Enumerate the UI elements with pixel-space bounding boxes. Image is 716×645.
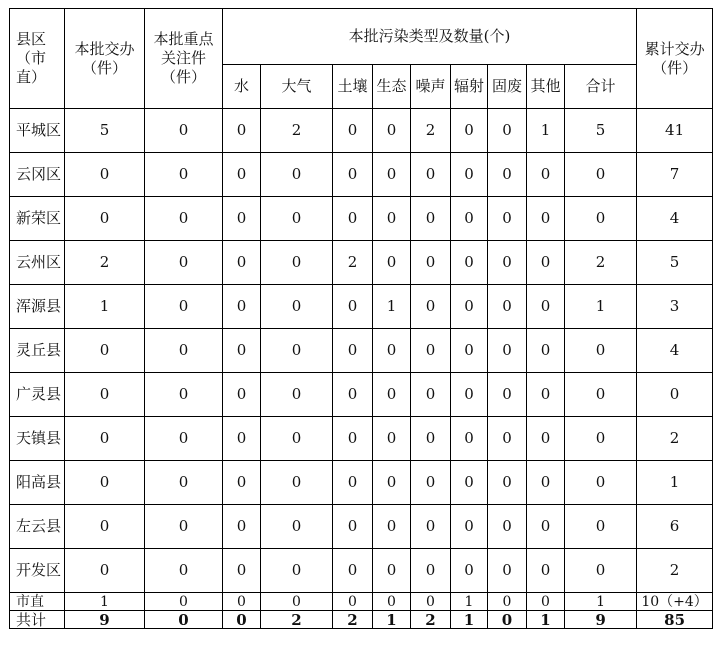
table-cell: 0 xyxy=(527,373,565,417)
table-cell: 0 xyxy=(488,241,527,285)
table-cell: 0 xyxy=(373,373,411,417)
table-cell: 0 xyxy=(488,505,527,549)
table-cell: 0 xyxy=(527,593,565,611)
total-cell: 0 xyxy=(145,611,223,629)
table-cell: 0 xyxy=(65,417,145,461)
table-cell: 0 xyxy=(527,241,565,285)
total-cell: 2 xyxy=(261,611,333,629)
table-cell: 0 xyxy=(145,285,223,329)
header-type-0: 水 xyxy=(223,65,261,109)
table-cell: 0 xyxy=(527,329,565,373)
table-cell: 0 xyxy=(223,373,261,417)
table-cell: 0 xyxy=(223,593,261,611)
header-batch-assigned: 本批交办（件） xyxy=(65,9,145,109)
table-cell: 0 xyxy=(411,505,451,549)
table-cell: 0 xyxy=(488,153,527,197)
table-cell: 2 xyxy=(65,241,145,285)
district-name: 灵丘县 xyxy=(10,329,65,373)
table-cell: 0 xyxy=(411,197,451,241)
table-row xyxy=(10,549,713,593)
table-cell: 0 xyxy=(451,461,488,505)
table-cell: 0 xyxy=(223,505,261,549)
header-district: 县区（市直） xyxy=(10,9,65,109)
table-cell: 0 xyxy=(261,329,333,373)
table-cell: 0 xyxy=(333,461,373,505)
table-cell: 0 xyxy=(333,549,373,593)
table-cell: 2 xyxy=(637,417,713,461)
table-cell: 1 xyxy=(565,593,637,611)
table-cell: 0 xyxy=(333,197,373,241)
table-cell: 41 xyxy=(637,109,713,153)
district-name: 天镇县 xyxy=(10,417,65,461)
total-cell: 1 xyxy=(373,611,411,629)
table-cell: 0 xyxy=(527,549,565,593)
table-cell: 0 xyxy=(261,461,333,505)
table-cell: 0 xyxy=(65,197,145,241)
table-cell: 0 xyxy=(373,461,411,505)
table-cell: 0 xyxy=(411,153,451,197)
table-cell: 0 xyxy=(333,285,373,329)
table-cell: 1 xyxy=(637,461,713,505)
table-cell: 2 xyxy=(637,549,713,593)
total-cell: 2 xyxy=(333,611,373,629)
table-row xyxy=(10,153,713,197)
table-cell: 0 xyxy=(373,241,411,285)
table-cell: 0 xyxy=(565,505,637,549)
district-name: 云州区 xyxy=(10,241,65,285)
table-cell: 0 xyxy=(565,329,637,373)
table-cell: 2 xyxy=(261,109,333,153)
table-cell: 0 xyxy=(373,593,411,611)
table-cell: 0 xyxy=(451,153,488,197)
table-cell: 0 xyxy=(223,329,261,373)
table-cell: 0 xyxy=(145,109,223,153)
table-row xyxy=(10,197,713,241)
table-cell: 0 xyxy=(145,329,223,373)
table-row xyxy=(10,285,713,329)
table-cell: 0 xyxy=(411,417,451,461)
table-cell: 0 xyxy=(261,373,333,417)
table-cell: 0 xyxy=(261,197,333,241)
table-cell: 0 xyxy=(261,285,333,329)
table-cell: 0 xyxy=(411,329,451,373)
total-cell: 9 xyxy=(65,611,145,629)
table-row xyxy=(10,593,713,611)
table-cell: 0 xyxy=(488,373,527,417)
table-cell: 0 xyxy=(333,153,373,197)
table-cell: 0 xyxy=(451,373,488,417)
table-cell: 0 xyxy=(261,505,333,549)
table-cell: 1 xyxy=(65,285,145,329)
district-name: 阳高县 xyxy=(10,461,65,505)
table-cell: 0 xyxy=(65,373,145,417)
table-cell: 7 xyxy=(637,153,713,197)
table-cell: 0 xyxy=(333,505,373,549)
table-cell: 0 xyxy=(333,109,373,153)
table-cell: 0 xyxy=(223,461,261,505)
district-name: 新荣区 xyxy=(10,197,65,241)
table-cell: 0 xyxy=(65,153,145,197)
table-cell: 6 xyxy=(637,505,713,549)
header-type-1: 大气 xyxy=(261,65,333,109)
table-cell: 0 xyxy=(488,109,527,153)
table-cell: 0 xyxy=(565,417,637,461)
table-cell: 0 xyxy=(488,197,527,241)
table-row xyxy=(10,461,713,505)
table-cell: 0 xyxy=(223,417,261,461)
total-cell: 0 xyxy=(488,611,527,629)
table-cell: 0 xyxy=(488,461,527,505)
header-batch-key: 本批重点关注件（件） xyxy=(145,9,223,109)
table-cell: 0 xyxy=(637,373,713,417)
table-cell: 0 xyxy=(223,153,261,197)
table-cell: 0 xyxy=(333,593,373,611)
header-type-4: 噪声 xyxy=(411,65,451,109)
district-name: 市直 xyxy=(10,593,65,611)
table-cell: 0 xyxy=(565,153,637,197)
table-row xyxy=(10,505,713,549)
table-row xyxy=(10,241,713,285)
table-cell: 0 xyxy=(223,197,261,241)
table-cell: 0 xyxy=(65,549,145,593)
table-cell: 0 xyxy=(223,285,261,329)
table-cell: 0 xyxy=(145,549,223,593)
table-cell: 0 xyxy=(527,461,565,505)
table-row xyxy=(10,417,713,461)
header-type-8: 合计 xyxy=(565,65,637,109)
table-cell: 5 xyxy=(637,241,713,285)
table-cell: 1 xyxy=(527,109,565,153)
table-cell: 0 xyxy=(145,593,223,611)
header-type-2: 土壤 xyxy=(333,65,373,109)
table-row xyxy=(10,109,713,153)
total-cell: 1 xyxy=(451,611,488,629)
table-cell: 0 xyxy=(145,461,223,505)
table-cell: 0 xyxy=(223,549,261,593)
district-name: 左云县 xyxy=(10,505,65,549)
table-cell: 0 xyxy=(451,505,488,549)
total-cell: 0 xyxy=(223,611,261,629)
table-cell: 0 xyxy=(527,417,565,461)
table-cell: 0 xyxy=(451,285,488,329)
total-cell: 85 xyxy=(637,611,713,629)
table-cell: 0 xyxy=(145,417,223,461)
table-cell: 0 xyxy=(411,593,451,611)
district-name: 云冈区 xyxy=(10,153,65,197)
total-cell: 9 xyxy=(565,611,637,629)
table-cell: 0 xyxy=(261,593,333,611)
table-cell: 0 xyxy=(451,417,488,461)
table-cell: 0 xyxy=(565,373,637,417)
table-cell: 0 xyxy=(565,197,637,241)
table-cell: 0 xyxy=(261,153,333,197)
table-cell: 0 xyxy=(451,241,488,285)
table-cell: 0 xyxy=(451,329,488,373)
table-cell: 0 xyxy=(488,285,527,329)
table-cell: 5 xyxy=(65,109,145,153)
table-cell: 0 xyxy=(565,549,637,593)
district-name: 浑源县 xyxy=(10,285,65,329)
table-cell: 0 xyxy=(411,285,451,329)
pollution-assignment-table xyxy=(9,8,713,629)
table-cell: 0 xyxy=(527,153,565,197)
table-cell: 0 xyxy=(488,417,527,461)
table-cell: 0 xyxy=(488,593,527,611)
table-cell: 0 xyxy=(373,505,411,549)
table-cell: 0 xyxy=(333,329,373,373)
table-cell: 0 xyxy=(488,549,527,593)
table-cell: 0 xyxy=(527,197,565,241)
table-cell: 0 xyxy=(451,109,488,153)
table-cell: 2 xyxy=(411,109,451,153)
table-cell: 0 xyxy=(527,285,565,329)
table-cell: 0 xyxy=(261,241,333,285)
header-type-3: 生态 xyxy=(373,65,411,109)
table-cell: 0 xyxy=(451,197,488,241)
header-type-6: 固废 xyxy=(488,65,527,109)
table-cell: 0 xyxy=(65,505,145,549)
table-row xyxy=(10,329,713,373)
table-cell: 0 xyxy=(223,109,261,153)
table-cell: 0 xyxy=(565,461,637,505)
table-cell: 0 xyxy=(411,549,451,593)
table-cell: 0 xyxy=(333,373,373,417)
table-cell: 1 xyxy=(373,285,411,329)
table-cell: 0 xyxy=(145,373,223,417)
table-cell: 0 xyxy=(373,549,411,593)
total-cell: 2 xyxy=(411,611,451,629)
district-name: 平城区 xyxy=(10,109,65,153)
table-cell: 0 xyxy=(373,417,411,461)
table-cell: 3 xyxy=(637,285,713,329)
district-name: 开发区 xyxy=(10,549,65,593)
header-cumulative: 累计交办（件） xyxy=(637,9,713,109)
table-cell: 0 xyxy=(527,505,565,549)
table-cell: 0 xyxy=(261,549,333,593)
table-cell: 0 xyxy=(411,461,451,505)
table-cell: 1 xyxy=(65,593,145,611)
table-cell: 0 xyxy=(488,329,527,373)
table-cell: 0 xyxy=(411,373,451,417)
total-label: 共计 xyxy=(10,611,65,629)
table-cell: 0 xyxy=(65,461,145,505)
table-cell: 0 xyxy=(145,153,223,197)
table-cell: 0 xyxy=(261,417,333,461)
header-type-5: 辐射 xyxy=(451,65,488,109)
table-cell: 2 xyxy=(333,241,373,285)
table-cell: 0 xyxy=(373,109,411,153)
table-row xyxy=(10,373,713,417)
table-cell: 0 xyxy=(223,241,261,285)
total-row xyxy=(10,611,713,629)
table-cell: 0 xyxy=(145,197,223,241)
table-cell: 0 xyxy=(373,197,411,241)
table-cell: 1 xyxy=(565,285,637,329)
header-type-7: 其他 xyxy=(527,65,565,109)
total-cell: 1 xyxy=(527,611,565,629)
table-cell: 4 xyxy=(637,329,713,373)
table-cell: 0 xyxy=(411,241,451,285)
table-cell: 10（+4） xyxy=(637,593,713,611)
table-cell: 4 xyxy=(637,197,713,241)
table-cell: 0 xyxy=(145,241,223,285)
table-cell: 0 xyxy=(373,329,411,373)
district-name: 广灵县 xyxy=(10,373,65,417)
table-cell: 0 xyxy=(65,329,145,373)
header-pollution-group: 本批污染类型及数量(个) xyxy=(223,9,637,65)
table-cell: 0 xyxy=(373,153,411,197)
table-cell: 1 xyxy=(451,593,488,611)
table-cell: 0 xyxy=(451,549,488,593)
table-cell: 2 xyxy=(565,241,637,285)
table-cell: 0 xyxy=(145,505,223,549)
table-cell: 0 xyxy=(333,417,373,461)
table-cell: 5 xyxy=(565,109,637,153)
